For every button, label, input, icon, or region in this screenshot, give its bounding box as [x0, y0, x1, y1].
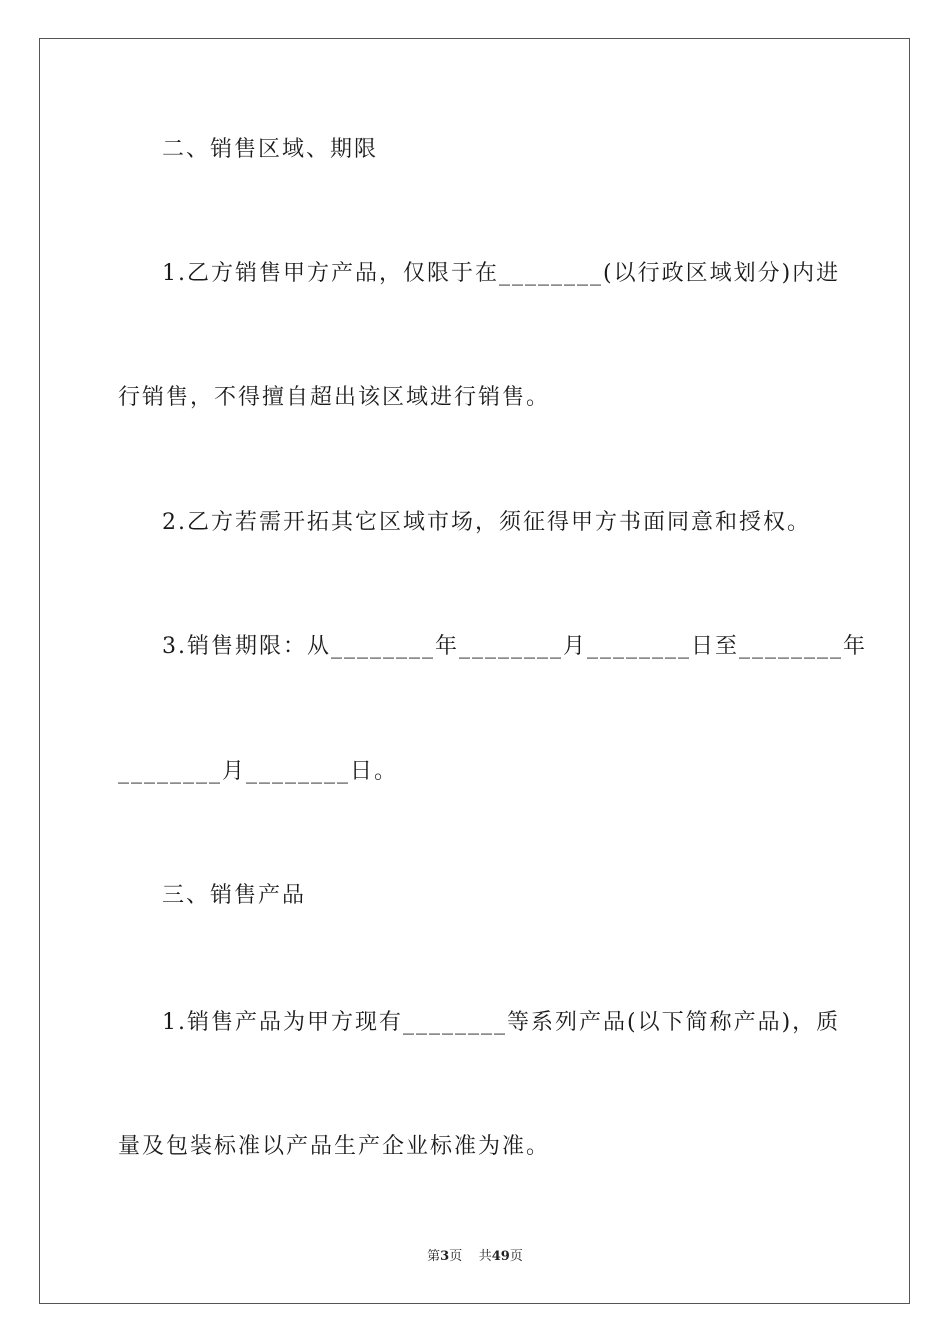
total-label-prefix: 共 [478, 1249, 492, 1264]
clause-3-line-2: ________月________日。 [118, 759, 399, 784]
clause-1-line-2: 行销售，不得擅自超出该区域进行销售。 [118, 385, 551, 410]
clause-1-line-1: 1.乙方销售甲方产品，仅限于在________(以行政区域划分)内进 [162, 261, 841, 286]
page-label-suffix: 页 [449, 1249, 463, 1264]
clause-3-line-1: 3.销售期限：从________年________月________日至________年 [162, 634, 867, 659]
section-heading-products: 三、销售产品 [162, 883, 307, 908]
page-frame [39, 38, 910, 1304]
clause-2: 2.乙方若需开拓其它区域市场，须征得甲方书面同意和授权。 [162, 510, 811, 535]
product-clause-1-line-2: 量及包装标准以产品生产企业标准为准。 [118, 1134, 551, 1159]
page-label-prefix: 第 [427, 1249, 441, 1264]
page-footer [0, 1248, 950, 1266]
product-clause-1-line-1: 1.销售产品为甲方现有________等系列产品(以下简称产品)，质 [162, 1010, 841, 1035]
total-label-suffix: 页 [509, 1249, 523, 1264]
total-pages: 49 [491, 1249, 510, 1264]
page-number: 3 [440, 1249, 450, 1264]
section-heading-sales-area: 二、销售区域、期限 [162, 137, 379, 162]
